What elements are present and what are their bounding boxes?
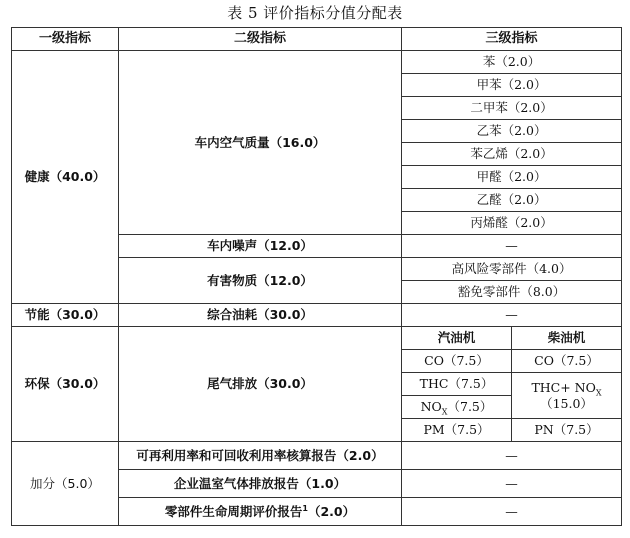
scoring-table: [11, 27, 622, 526]
level1-health: 健康（40.0）: [12, 51, 119, 304]
table-header-row: [12, 28, 622, 51]
level1-bonus: 加分（5.0）: [12, 442, 119, 526]
header-level2: 二级指标: [119, 28, 402, 51]
gasoline-thc: THC（7.5）: [402, 373, 512, 396]
level2-exhaust: 尾气排放（30.0）: [119, 327, 402, 442]
level1-env: 环保（30.0）: [12, 327, 119, 442]
level2-hazardous: 有害物质（12.0）: [119, 258, 402, 304]
bonus-recycling-report: 可再利用率和可回收利用率核算报告（2.0）: [119, 442, 402, 470]
level3-dash: —: [402, 304, 622, 327]
gasoline-nox: $NO_X(7.5)$: [402, 396, 512, 419]
level3-dash: —: [402, 235, 622, 258]
level3-item: 豁免零部件（8.0）: [402, 281, 622, 304]
level1-energy: 节能（30.0）: [12, 304, 119, 327]
level3-item: 苯（2.0）: [402, 51, 622, 74]
level3-item: 乙苯（2.0）: [402, 120, 622, 143]
bonus-ghg-report: 企业温室气体排放报告（1.0）: [119, 470, 402, 498]
level3-item: 二甲苯（2.0）: [402, 97, 622, 120]
diesel-thc-nox-value: （15.0）: [540, 395, 593, 411]
diesel-co: CO（7.5）: [512, 350, 622, 373]
level3-item: 甲醛（2.0）: [402, 166, 622, 189]
table-row: [12, 442, 622, 470]
diesel-header: 柴油机: [512, 327, 622, 350]
header-level3: 三级指标: [402, 28, 622, 51]
level3-dash: —: [402, 442, 622, 470]
table-caption: 表 5 评价指标分值分配表: [227, 4, 403, 22]
level2-noise: 车内噪声（12.0）: [119, 235, 402, 258]
level3-item: 甲苯（2.0）: [402, 74, 622, 97]
level2-fuel: 综合油耗（30.0）: [119, 304, 402, 327]
table-row: [12, 304, 622, 327]
level3-dash: —: [402, 498, 622, 526]
diesel-thc-nox: [512, 373, 622, 419]
level3-item: 高风险零部件（4.0）: [402, 258, 622, 281]
level3-item: 乙醛（2.0）: [402, 189, 622, 212]
table-row: [12, 51, 622, 74]
level3-item: 丙烯醛（2.0）: [402, 212, 622, 235]
level3-dash: —: [402, 470, 622, 498]
gasoline-pm: PM（7.5）: [402, 419, 512, 442]
bonus-lca-report: 零部件生命周期评价报告$^1$（2.0）: [119, 498, 402, 526]
gasoline-co: CO（7.5）: [402, 350, 512, 373]
header-level1: 一级指标: [12, 28, 119, 51]
diesel-thc-nox-label: $THC+ NO_X$: [531, 379, 602, 397]
table-row: [12, 327, 622, 350]
gasoline-header: 汽油机: [402, 327, 512, 350]
diesel-pn: PN（7.5）: [512, 419, 622, 442]
level3-item: 苯乙烯（2.0）: [402, 143, 622, 166]
level2-air-quality: 车内空气质量（16.0）: [119, 51, 402, 235]
